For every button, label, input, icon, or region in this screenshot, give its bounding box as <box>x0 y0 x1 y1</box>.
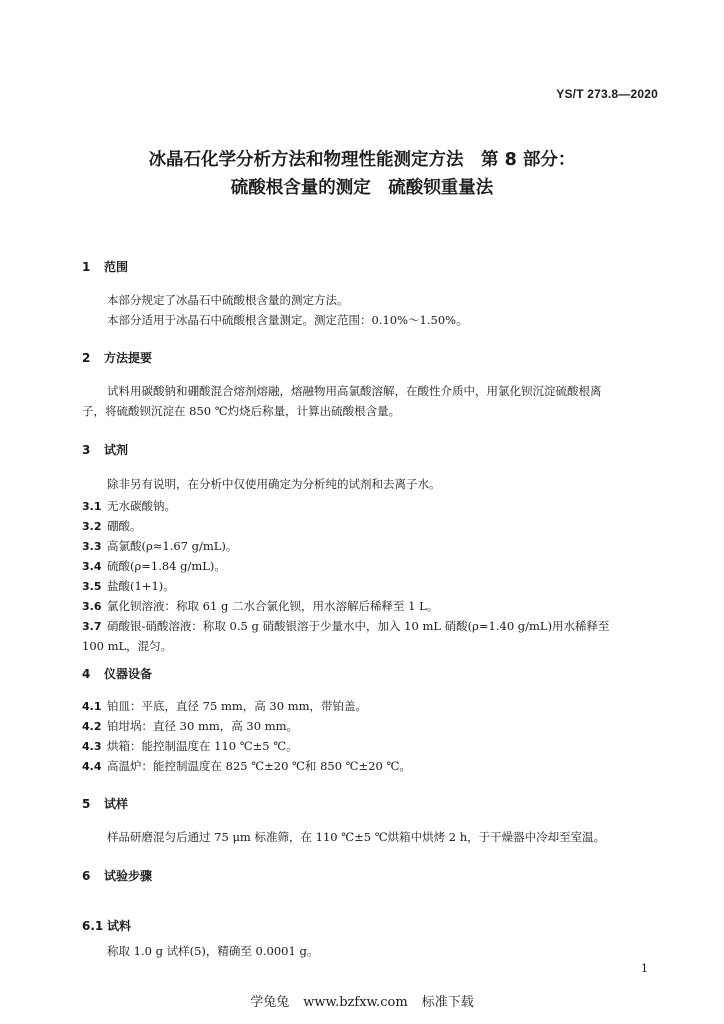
item-number: 4.1 <box>82 700 102 713</box>
paragraph: 样品研磨混匀后通过 75 μm 标准筛，在 110 ℃±5 ℃烘箱中烘烤 2 h，于干燥器中冷却至室温。 <box>107 830 606 844</box>
item-number: 3.7 <box>82 620 102 633</box>
section-6-heading <box>82 867 152 884</box>
list-item <box>82 556 226 577</box>
section-3-heading <box>82 441 128 458</box>
item-number: 3.4 <box>82 560 102 573</box>
section-number: 5 <box>82 797 91 811</box>
item-text: 硫酸(ρ=1.84 g/mL)。 <box>107 559 226 573</box>
section-5-heading <box>82 795 128 812</box>
document-title-line-1: 冰晶石化学分析方法和物理性能测定方法 第 8 部分： <box>148 150 576 170</box>
section-title: 试样 <box>104 797 129 811</box>
item-text: 硼酸。 <box>107 519 142 533</box>
paragraph: 称取 1.0 g 试样(5)，精确至 0.0001 g。 <box>107 944 319 958</box>
list-item <box>82 696 367 717</box>
footer-url[interactable]: www.bzfxw.com <box>303 995 408 1010</box>
list-item <box>82 756 411 777</box>
list-item <box>82 736 298 757</box>
item-number: 3.5 <box>82 580 102 593</box>
page-number: 1 <box>641 962 648 975</box>
list-item <box>82 536 237 557</box>
section-title: 试剂 <box>104 443 129 457</box>
item-text: 高氯酸(ρ≈1.67 g/mL)。 <box>107 539 238 553</box>
section-2-heading <box>82 349 152 366</box>
list-item <box>82 516 142 537</box>
item-text: 盐酸(1+1)。 <box>107 579 175 593</box>
item-text: 氯化钡溶液：称取 61 g 二水合氯化钡，用水溶解后稀释至 1 L。 <box>107 599 439 613</box>
list-item <box>82 716 298 737</box>
document-title-line-2: 硫酸根含量的测定 硫酸钡重量法 <box>230 178 494 198</box>
section-title: 仪器设备 <box>104 667 153 681</box>
list-item <box>82 576 175 597</box>
subsection-6-1-heading <box>82 917 131 934</box>
item-number: 3.1 <box>82 500 102 513</box>
paragraph: 试料用碳酸钠和硼酸混合熔剂熔融，熔融物用高氯酸溶解，在酸性介质中，用氯化钡沉淀硫酸根离 <box>107 384 602 398</box>
item-text: 铂坩埚：直径 30 mm，高 30 mm。 <box>107 719 299 733</box>
section-1-heading <box>82 258 128 275</box>
paragraph: 本部分规定了冰晶石中硫酸根含量的测定方法。 <box>107 293 349 307</box>
paragraph: 除非另有说明，在分析中仅使用确定为分析纯的试剂和去离子水。 <box>107 477 441 491</box>
item-text: 铂皿：平底，直径 75 mm，高 30 mm，带铂盖。 <box>107 699 368 713</box>
subsection-title: 试料 <box>107 919 132 933</box>
item-text: 硝酸银-硝酸溶液：称取 0.5 g 硝酸银溶于少量水中，加入 10 mL 硝酸(ρ=1.40 g/mL)用水稀释至 <box>107 619 610 633</box>
subsection-number: 6.1 <box>82 919 104 933</box>
section-number: 6 <box>82 869 91 883</box>
list-item <box>82 616 610 637</box>
section-title: 试验步骤 <box>104 869 153 883</box>
section-number: 3 <box>82 443 91 457</box>
paragraph: 本部分适用于冰晶石中硫酸根含量测定。测定范围：0.10%～1.50%。 <box>107 313 468 327</box>
section-number: 2 <box>82 351 91 365</box>
paragraph-continuation: 子，将硫酸钡沉淀在 850 ℃灼烧后称量，计算出硫酸根含量。 <box>82 404 401 418</box>
section-number: 1 <box>82 260 91 274</box>
section-number: 4 <box>82 667 91 681</box>
item-text: 烘箱：能控制温度在 110 ℃±5 ℃。 <box>107 739 298 753</box>
item-number: 4.4 <box>82 760 102 773</box>
item-text: 高温炉：能控制温度在 825 ℃±20 ℃和 850 ℃±20 ℃。 <box>107 759 411 773</box>
list-item <box>82 596 438 617</box>
list-item-continuation: 100 mL，混匀。 <box>82 639 173 653</box>
item-number: 3.6 <box>82 600 102 613</box>
list-item <box>82 496 176 517</box>
item-number: 4.2 <box>82 720 102 733</box>
item-number: 4.3 <box>82 740 102 753</box>
item-text: 无水碳酸钠。 <box>107 499 176 513</box>
section-title: 方法提要 <box>104 351 153 365</box>
section-4-heading <box>82 665 152 682</box>
item-number: 3.3 <box>82 540 102 553</box>
item-number: 3.2 <box>82 520 102 533</box>
footer-site-name: 学兔兔 <box>250 995 290 1010</box>
footer-label: 标准下载 <box>421 995 474 1010</box>
footer-watermark <box>0 991 724 1010</box>
section-title: 范围 <box>104 260 129 274</box>
standard-number: YS/T 273.8—2020 <box>556 87 658 101</box>
